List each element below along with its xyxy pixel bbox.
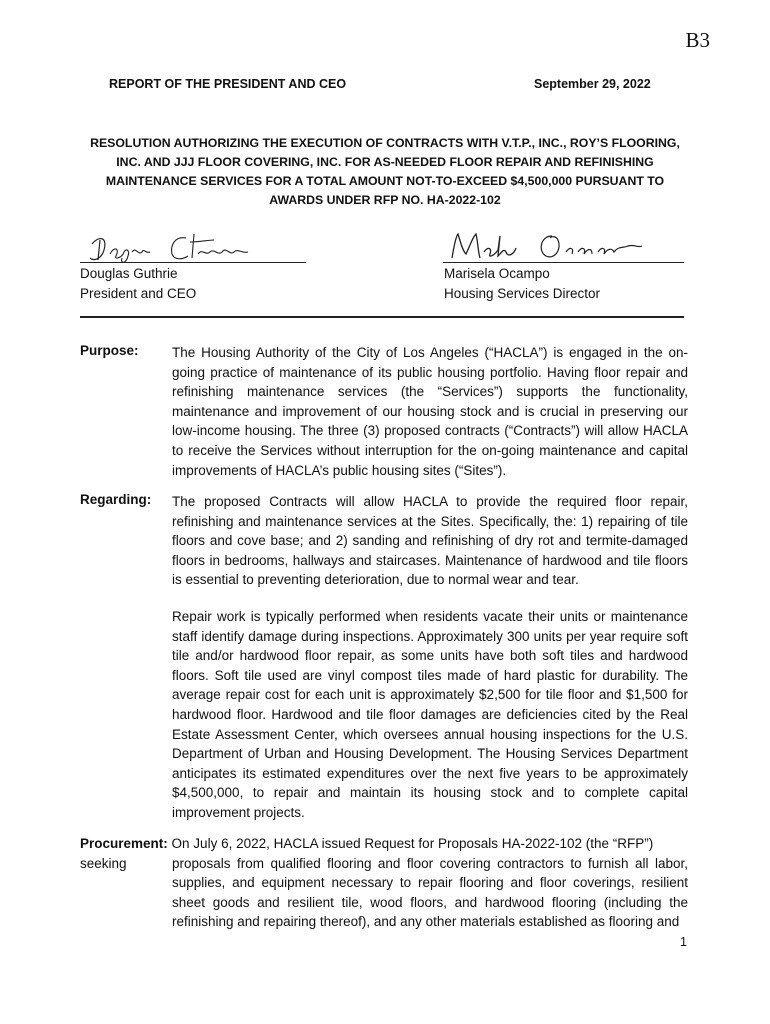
signature-line-right [443,262,684,263]
signature-douglas-guthrie [86,228,266,266]
regarding-text-2: Repair work is typically performed when residents vacate their units or maintenance staff identify damage during inspections. Approximately 300 units per year require soft tile and/or hardwood floor repair, as some units have both soft tiles and hardwood floors. Soft tile used are vinyl compost tiles made of hard plastic for durability. The average repair cost for each unit is approximately $2,500 for tile floor and $1,500 for hardwood floor. Hardwood and tile floor damages are deficiencies cited by the Real Estate Assessment Center, which oversees annual housing inspections for the U.S. Department of Urban and Housing Development. The Housing Services Department anticipates its estimated expenditures over the next five years to be approximately $4,500,000, to repair and maintain its housing stock and to complete capital improvement projects. [172,609,688,820]
purpose-label: Purpose: [80,343,139,358]
page-id: B3 [685,28,710,52]
signatory-left-role: President and CEO [80,286,197,301]
report-header: REPORT OF THE PRESIDENT AND CEO [109,77,347,91]
regarding-text: The proposed Contracts will allow HACLA to provide the required floor repair, refinishing and maintenance services at the Sites. Specifically, the: 1) repairing of tile floors and cove base; and 2) sanding and refinishing of dry rot and termite-damaged floors in bedrooms, hallways and staircases. Maintenance of hardwood and tile floors is essential to preventing deterioration, due to normal wear and tear. [172,494,688,588]
signature-marisela-ocampo [448,226,648,266]
report-date: September 29, 2022 [534,77,651,91]
procurement-label: Procurement: [80,836,168,851]
horizontal-rule [80,316,684,318]
signatory-left-name: Douglas Guthrie [80,266,178,281]
signatory-right-role: Housing Services Director [444,286,601,301]
procurement-first-text: On July 6, 2022, HACLA issued Request for Proposals HA-2022-102 (the “RFP”) seeking [80,836,654,871]
purpose-text: The Housing Authority of the City of Los Angeles (“HACLA”) is engaged in the on-going practice of maintenance of its public housing portfolio. Having floor repair and refinishing maintenance services (the “Services”) supports the functionality, maintenance and improvement of our housing stock and is crucial in preserving our low-income housing. The three (3) proposed contracts (“Contracts”) will allow HACLA to receive the Services without interruption for the on-going maintenance and capital improvements of HACLA’s public housing sites (“Sites”). [172,345,688,478]
signatory-right-name: Marisela Ocampo [444,266,550,281]
resolution-title: RESOLUTION AUTHORIZING THE EXECUTION OF CONTRACTS WITH V.T.P., INC., ROY’S FLOORING, INC. AND JJJ FLOOR COVERING, INC. FOR AS-NEEDED FLOOR REPAIR AND REFINISHING MAINTENANCE SERVICES FOR A TOTAL AMOUNT NOT-TO-EXCEED $4,500,000 PURSUANT TO AWARDS UNDER RFP NO. HA-2022-102 [90,136,680,207]
signature-line-left [80,262,306,263]
regarding-label: Regarding: [80,492,152,507]
page-number: 1 [680,935,687,949]
procurement-text: proposals from qualified flooring and floor covering contractors to furnish all labor, supplies, and equipment necessary to repair flooring and floor coverings, resilient sheet goods and resilient tile, wood floors, and hardwood flooring (including the refinishing and repairing thereof), and any other materials established as flooring and [172,855,688,930]
signatory-right [444,264,600,304]
signatory-left [80,264,196,304]
